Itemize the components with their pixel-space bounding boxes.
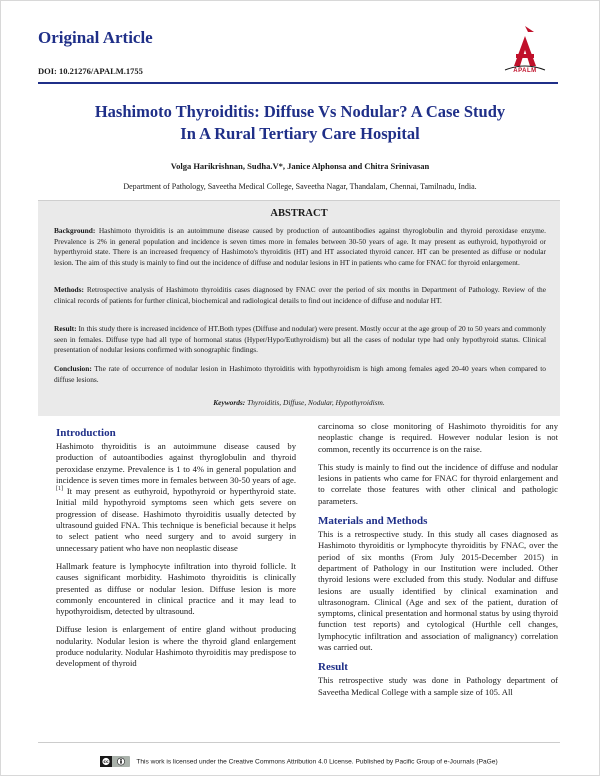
header-rule: [38, 82, 558, 84]
result-text: In this study there is increased incidence of HT.Both types (Diffuse and nodular) were present. Mostly occur at the age group of 20 to 50 years and commonly seen in females. Diffuse type had all type of hormonal status (Hyper/Hypo/Euthyroidism) but all the cases of nodular type had only hypothyroid status. Clinical presentation of nodular lesions confirmed with sonographic findings.: [54, 324, 546, 355]
abstract-box: [38, 200, 560, 416]
left-column: [56, 426, 296, 677]
doi-label: DOI: 10.21276/APALM.1755: [38, 66, 143, 76]
citation-ref[interactable]: [1]: [56, 486, 63, 493]
title-line-2: In A Rural Tertiary Care Hospital: [180, 124, 420, 143]
license-footer: [38, 756, 560, 767]
author-list: Volga Harikrishnan, Sudha.V*, Janice Alphonsa and Chitra Srinivasan: [170, 161, 430, 171]
background-label: Background:: [54, 226, 96, 235]
methods-label: Methods:: [54, 285, 84, 294]
footer-rule: [38, 742, 560, 743]
abstract-background: [54, 226, 546, 268]
intro-paragraph-2: Hallmark feature is lymphocyte infiltration into thyroid follicle. It causes significant morbidity. Hashimoto thyroiditis is clinically presented as diffuse or nodular lesion. Diffuse lesion is more commonly encountered in clinical practice and it may lead to hypothyroidism, detected by ultrasound.: [56, 560, 296, 617]
keywords-line: [38, 398, 560, 407]
abstract-conclusion: [54, 364, 546, 385]
apalm-logo-text: APALM: [513, 68, 537, 74]
intro-paragraph-3: Diffuse lesion is enlargement of entire gland without producing nodularity. Nodular lesion is where the thyroid gland enlargement produce nodularity. Nodular Hashimoto thyroiditis may predispose to development of thyroid: [56, 624, 296, 669]
cc-by-license-icon[interactable]: [100, 756, 130, 767]
result-paragraph: This retrospective study was done in Pathology department of Saveetha Medical College with a sample size of 105. All: [318, 675, 558, 697]
keywords-text: Thyroiditis, Diffuse, Nodular, Hypothyroidism.: [247, 398, 385, 407]
affiliation: Department of Pathology, Saveetha Medical College, Saveetha Nagar, Thandalam, Chennai, Tamilnadu, India.: [123, 182, 477, 191]
background-text: Hashimoto thyroiditis is an autoimmune disease caused by production of autoantibodies against thyroglobulin and thyroid peroxidase enzyme. Prevalence is 2% in general population and incidence is seven times more in females between 30-50 years of age. It may present as euthyroid, hypothyroid or hyperthyroid state. There is an increased frequency of Hashimoto's thyroiditis (HT) and HT associated thyroid cancer. HT can be presented as diffuse or nodular lesion. The aim of this study is mainly to find out the incidence of diffuse and nodular lesions in HT in patients who came for FNAC for thyroid enlargement.: [54, 226, 546, 267]
methods-paragraph: This is a retrospective study. In this study all cases diagnosed as Hashimoto thyroiditis or lymphocyte thyroiditis by FNAC, over the period of six months (From July 2015-December 2015) in department of Pathology in our Institution were included. Other thyroid lesions were excluded from this study. Nodular and diffuse lesions are usually identified by clinical examination and ultrasonogram. Clinical (Age and sex of the patient, duration of symptoms, clinical presentation and hormonal status by using thyroid function test reports) and cytological (Hurthle cell changes, lymphocytic infiltration and association of malignancy) correlation was carried out.: [318, 529, 558, 653]
result-label: Result:: [54, 324, 77, 333]
abstract-result: [54, 324, 546, 356]
right-paragraph-1: carcinoma so close monitoring of Hashimoto thyroiditis for any neoplastic change is required. However nodular lesion is not common, recently its occurrence is on the raise.: [318, 421, 558, 454]
keywords-label: Keywords:: [213, 398, 246, 407]
right-column: [318, 421, 558, 705]
introduction-heading: Introduction: [56, 427, 116, 439]
intro-p1-text-a: Hashimoto thyroiditis is an autoimmune disease caused by production of autoantibodies against thyroglobulin and thyroid peroxidase enzyme. Prevalence is 1 to 4% in general population and incidence is seven times more in females between 30-50 years of age.: [56, 441, 296, 485]
license-text: This work is licensed under the Creative Commons Attribution 4.0 License. Published by Pacific Group of e-Journals (PaGe): [136, 758, 498, 766]
article-type-label: Original Article: [38, 28, 153, 47]
intro-p1-text-b: It may present as euthyroid, hypothyroid or hyperthyroid state. Initial mild hypothyroid symptoms seen which gets severe on progression of disease. Hashimoto thyroiditis usually detected by ultrasound guided FNA. This technique is beneficial because it helps to select patient who need surgery and to avoid surgery in unnecessary patient who have non neoplastic disease: [56, 486, 296, 553]
right-paragraph-2: This study is mainly to find out the incidence of diffuse and nodular lesions in patients who came for FNAC for thyroid enlargement and to correlate those features with other clinical and pathologic parameters.: [318, 461, 558, 506]
intro-paragraph-1: [56, 441, 296, 554]
title-line-1: Hashimoto Thyroiditis: Diffuse Vs Nodular? A Case Study: [94, 102, 506, 121]
article-title: [60, 101, 540, 145]
conclusion-text: The rate of occurrence of nodular lesion in Hashimoto thyroiditis with hypothyroidism is high among females aged 20-40 years when compared to diffuse lesions.: [54, 364, 546, 384]
methods-text: Retrospective analysis of Hashimoto thyroiditis cases diagnosed by FNAC over the period of six months in Department of Pathology. Review of the clinical records of patients for further clinical, biochemical and radiological details to find out incidence of diffuse and nodular HT.: [54, 285, 546, 305]
methods-heading: Materials and Methods: [318, 515, 428, 528]
abstract-heading: ABSTRACT: [270, 208, 328, 219]
conclusion-label: Conclusion:: [54, 364, 92, 373]
result-heading: Result: [318, 661, 348, 674]
abstract-methods: [54, 285, 546, 306]
svg-text:cc: cc: [103, 760, 109, 766]
